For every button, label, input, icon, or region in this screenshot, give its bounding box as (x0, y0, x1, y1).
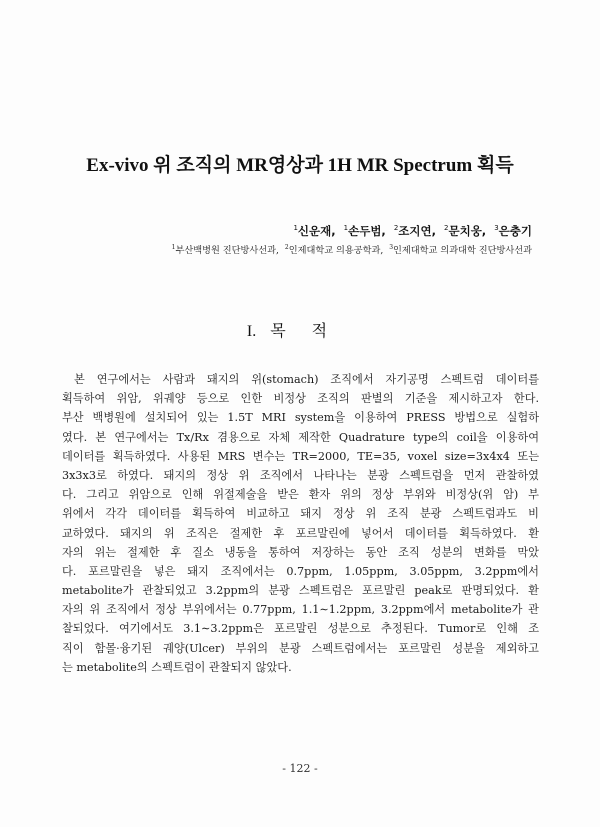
paragraph-line: 데이터를 획득하였다. 사용된 MRS 변수는 TR=2000, TE=35, voxel size=3x4x4 또는 (62, 449, 539, 463)
section-heading (0, 318, 600, 341)
section-numeral: I. (246, 323, 257, 340)
affiliation-sup: 3 (389, 243, 394, 251)
paragraph-line: 다. 포르말린을 넣은 돼지 조직에서는 0.7ppm, 1.05ppm, 3.05ppm, 3.2ppm에서 (62, 564, 539, 578)
author-name: 손두범, (348, 224, 386, 238)
author (394, 224, 436, 238)
affiliation-text: 부산백병원 진단방사선과, (175, 245, 279, 256)
paragraph-line: 였다. 본 연구에서는 Tx/Rx 겸용으로 자체 제작한 Quadrature type의 coil을 이용하여 (62, 430, 539, 444)
paragraph-line: 교하였다. 돼지의 위 조직은 절제한 후 포르말린에 넣어서 데이터를 획득하였다. 환 (62, 526, 539, 540)
author-name: 은충기 (498, 224, 532, 238)
paragraph-line: 획득하여 위암, 위궤양 등으로 인한 비정상 조직의 판별의 기준을 제시하고자 한다. (62, 392, 539, 406)
section-heading-text: 목적 (270, 321, 354, 340)
affiliation-sup: 1 (171, 243, 176, 251)
body-paragraph (62, 370, 539, 677)
affiliation (285, 245, 383, 256)
paper-title: Ex-vivo 위 조직의 MR영상과 1H MR Spectrum 획득 (86, 155, 514, 176)
affiliation-text: 인제대학교 의과대학 진단방사선과 (393, 245, 532, 256)
author-sup: 1 (293, 224, 298, 233)
author-name: 신운재, (297, 224, 336, 238)
author (293, 224, 335, 238)
paragraph-line: 는 metabolite의 스펙트럼이 관찰되지 않았다. (62, 660, 292, 674)
paragraph-line: 부산 백병원에 설치되어 있는 1.5T MRI system을 이용하여 PRESS 방법으로 실험하 (62, 411, 539, 425)
author (344, 224, 386, 238)
author (444, 224, 486, 238)
author-sup: 2 (444, 224, 449, 233)
page-number: - 122 - (282, 762, 318, 775)
author-sup: 2 (393, 224, 399, 233)
paragraph-line: metabolite가 관찰되었고 3.2ppm의 분광 스펙트럼은 포르말린 peak로 판명되었다. 환 (62, 584, 539, 598)
affiliation-list (169, 242, 532, 256)
paragraph-line: 위에서 각각 데이터를 획득하여 비교하고 돼지 정상 위 조직 분광 스펙트럼과도 비 (62, 507, 539, 521)
paragraph-line: 3x3x3로 하였다. 돼지의 정상 위 조직에서 나타나는 분광 스펙트럼을 먼저 관찰하였 (62, 468, 539, 482)
paragraph-line: 직이 함몰·융기된 궤양(Ulcer) 부위의 분광 스펙트럼에서는 포르말린 성분을 제외하고 (62, 641, 539, 655)
affiliation-sup: 2 (284, 243, 289, 251)
author-list (289, 223, 532, 239)
affiliation (172, 245, 279, 256)
paragraph-line: 본 연구에서는 사람과 돼지의 위(stomach) 조직에서 자기공명 스펙트럼 데이터를 (74, 373, 539, 386)
paragraph-line: 자의 위 조직에서 정상 부위에서는 0.77ppm, 1.1∼1.2ppm, 3.2ppm에서 metabolite가 관 (62, 603, 539, 617)
author-name: 조지연, (398, 224, 436, 238)
paragraph-line: 다. 그리고 위암으로 인해 위절제술을 받은 환자 위의 정상 부위와 비정상(위 암) 부 (62, 488, 539, 502)
paragraph-line: 자의 위는 절제한 후 질소 냉동을 통하여 저장하는 동안 조직 성분의 변화를 막았 (62, 545, 539, 559)
affiliation-text: 인제대학교 의용공학과, (288, 245, 384, 256)
paragraph-line: 찰되었다. 여기에서도 3.1∼3.2ppm은 포르말린 성분으로 추정된다. Tumor로 인해 조 (62, 622, 539, 636)
affiliation (389, 245, 532, 256)
author-name: 문치웅, (448, 224, 487, 238)
author (494, 224, 532, 238)
author-sup: 1 (343, 224, 349, 233)
author-sup: 3 (494, 224, 499, 233)
